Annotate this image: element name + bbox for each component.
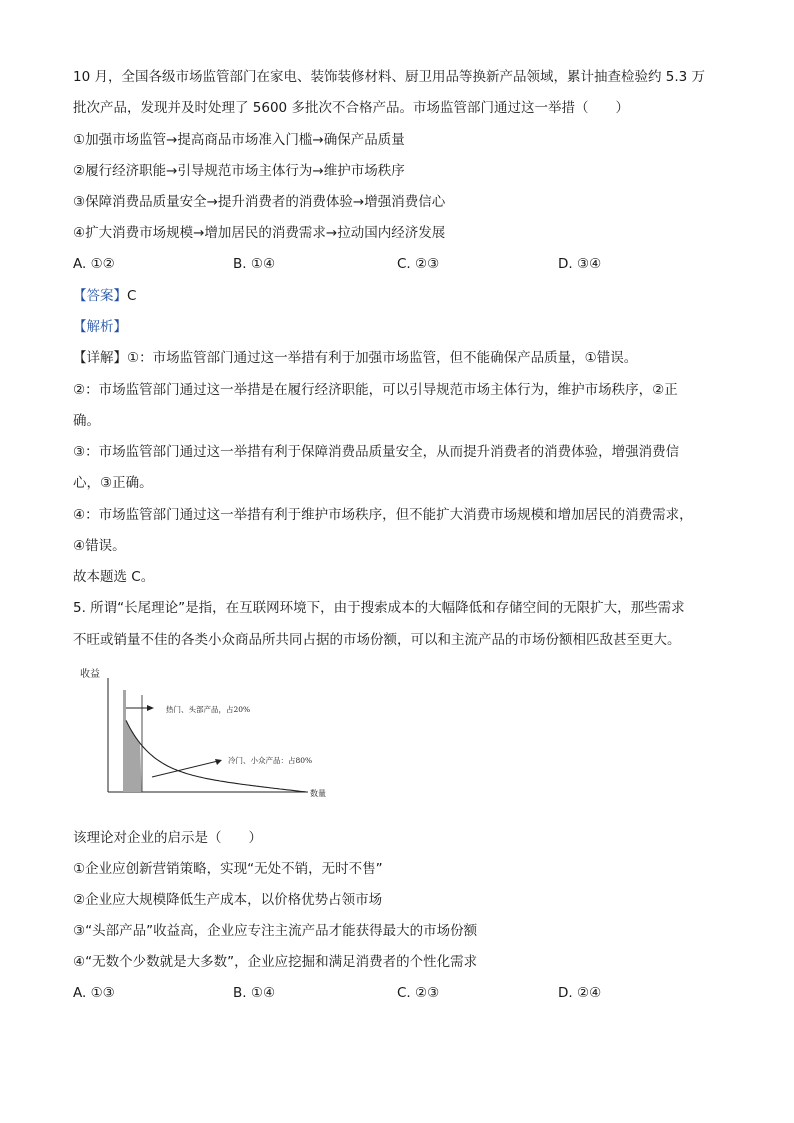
analysis-line-5: 心，③正确。 — [73, 475, 153, 491]
q4-item-1: ①加强市场监管→提高商品市场准入门槛→确保产品质量 — [73, 132, 405, 148]
long-tail-chart — [70, 660, 340, 805]
analysis-line-6: ④：市场监管部门通过这一举措有利于维护市场秩序，但不能扩大消费市场规模和增加居民的消费需求， — [73, 507, 693, 523]
q5-option-a: A. ①③ — [73, 985, 115, 1001]
q4-option-c: C. ②③ — [397, 256, 440, 272]
conclusion: 故本题选 C。 — [73, 569, 155, 585]
analysis-line-3: 确。 — [73, 413, 100, 429]
tail-arrowhead — [215, 759, 222, 765]
answer-label: 【答案】 — [73, 288, 127, 304]
tail-annotation: 冷门、小众产品：占80% — [228, 756, 313, 765]
analysis-line-1 — [73, 348, 637, 368]
q5-option-b: B. ①④ — [233, 985, 276, 1001]
head-annotation: 热门、头部产品，占20% — [166, 705, 251, 714]
answer-line — [73, 286, 136, 306]
q4-option-b: B. ①④ — [233, 256, 276, 272]
q5-item-2: ②企业应大规模降低生产成本，以价格优势占领市场 — [73, 892, 383, 908]
q5-item-1: ①企业应创新营销策略，实现“无处不销，无时不售” — [73, 861, 383, 877]
chart-xlabel: 数量 — [310, 789, 326, 798]
q5-item-3: ③“头部产品”收益高，企业应专注主流产品才能获得最大的市场份额 — [73, 923, 478, 939]
analysis-line-4: ③：市场监管部门通过这一举措有利于保障消费品质量安全，从而提升消费者的消费体验，增强消费信 — [73, 444, 680, 460]
q4-item-4: ④扩大消费市场规模→增加居民的消费需求→拉动国内经济发展 — [73, 225, 446, 241]
analysis-line-2: ②：市场监管部门通过这一举措是在履行经济职能，可以引导规范市场主体行为，维护市场秩序，②正 — [73, 382, 678, 398]
q4-stem-line2: 批次产品，发现并及时处理了 5600 多批次不合格产品。市场监管部门通过这一举措（ ） — [73, 100, 629, 116]
analysis-heading — [73, 317, 127, 337]
tail-arrow — [152, 761, 218, 777]
analysis-text-1: ①：市场监管部门通过这一举措有利于加强市场监管，但不能确保产品质量，①错误。 — [127, 350, 638, 366]
q5-item-4: ④“无数个少数就是大多数”，企业应挖掘和满足消费者的个性化需求 — [73, 954, 478, 970]
chart-ylabel: 收益 — [80, 669, 100, 680]
q4-stem-line1: 10 月，全国各级市场监管部门在家电、装饰装修材料、厨卫用品等换新产品领域，累计抽查检验约 5.3 万 — [73, 69, 706, 85]
analysis-label: 【解析】 — [73, 319, 127, 335]
detail-label: 【详解】 — [73, 350, 127, 366]
head-arrowhead — [147, 705, 154, 711]
q4-item-2: ②履行经济职能→引导规范市场主体行为→维护市场秩序 — [73, 163, 405, 179]
q5-question: 该理论对企业的启示是（ ） — [73, 830, 262, 846]
answer-value: C — [127, 288, 137, 304]
q4-item-3: ③保障消费品质量安全→提升消费者的消费体验→增强消费信心 — [73, 194, 446, 210]
q5-stem-line2: 不旺或销量不佳的各类小众商品所共同占据的市场份额，可以和主流产品的市场份额相匹敌甚至更大。 — [73, 632, 681, 648]
q4-option-d: D. ③④ — [558, 256, 602, 272]
q5-stem-line1: 5. 所谓“长尾理论”是指，在互联网环境下，由于搜索成本的大幅降低和存储空间的无限扩大，那些需求 — [73, 600, 685, 616]
q4-option-a: A. ①② — [73, 256, 115, 272]
q5-option-c: C. ②③ — [397, 985, 440, 1001]
q5-option-d: D. ②④ — [558, 985, 602, 1001]
analysis-line-7: ④错误。 — [73, 538, 126, 554]
